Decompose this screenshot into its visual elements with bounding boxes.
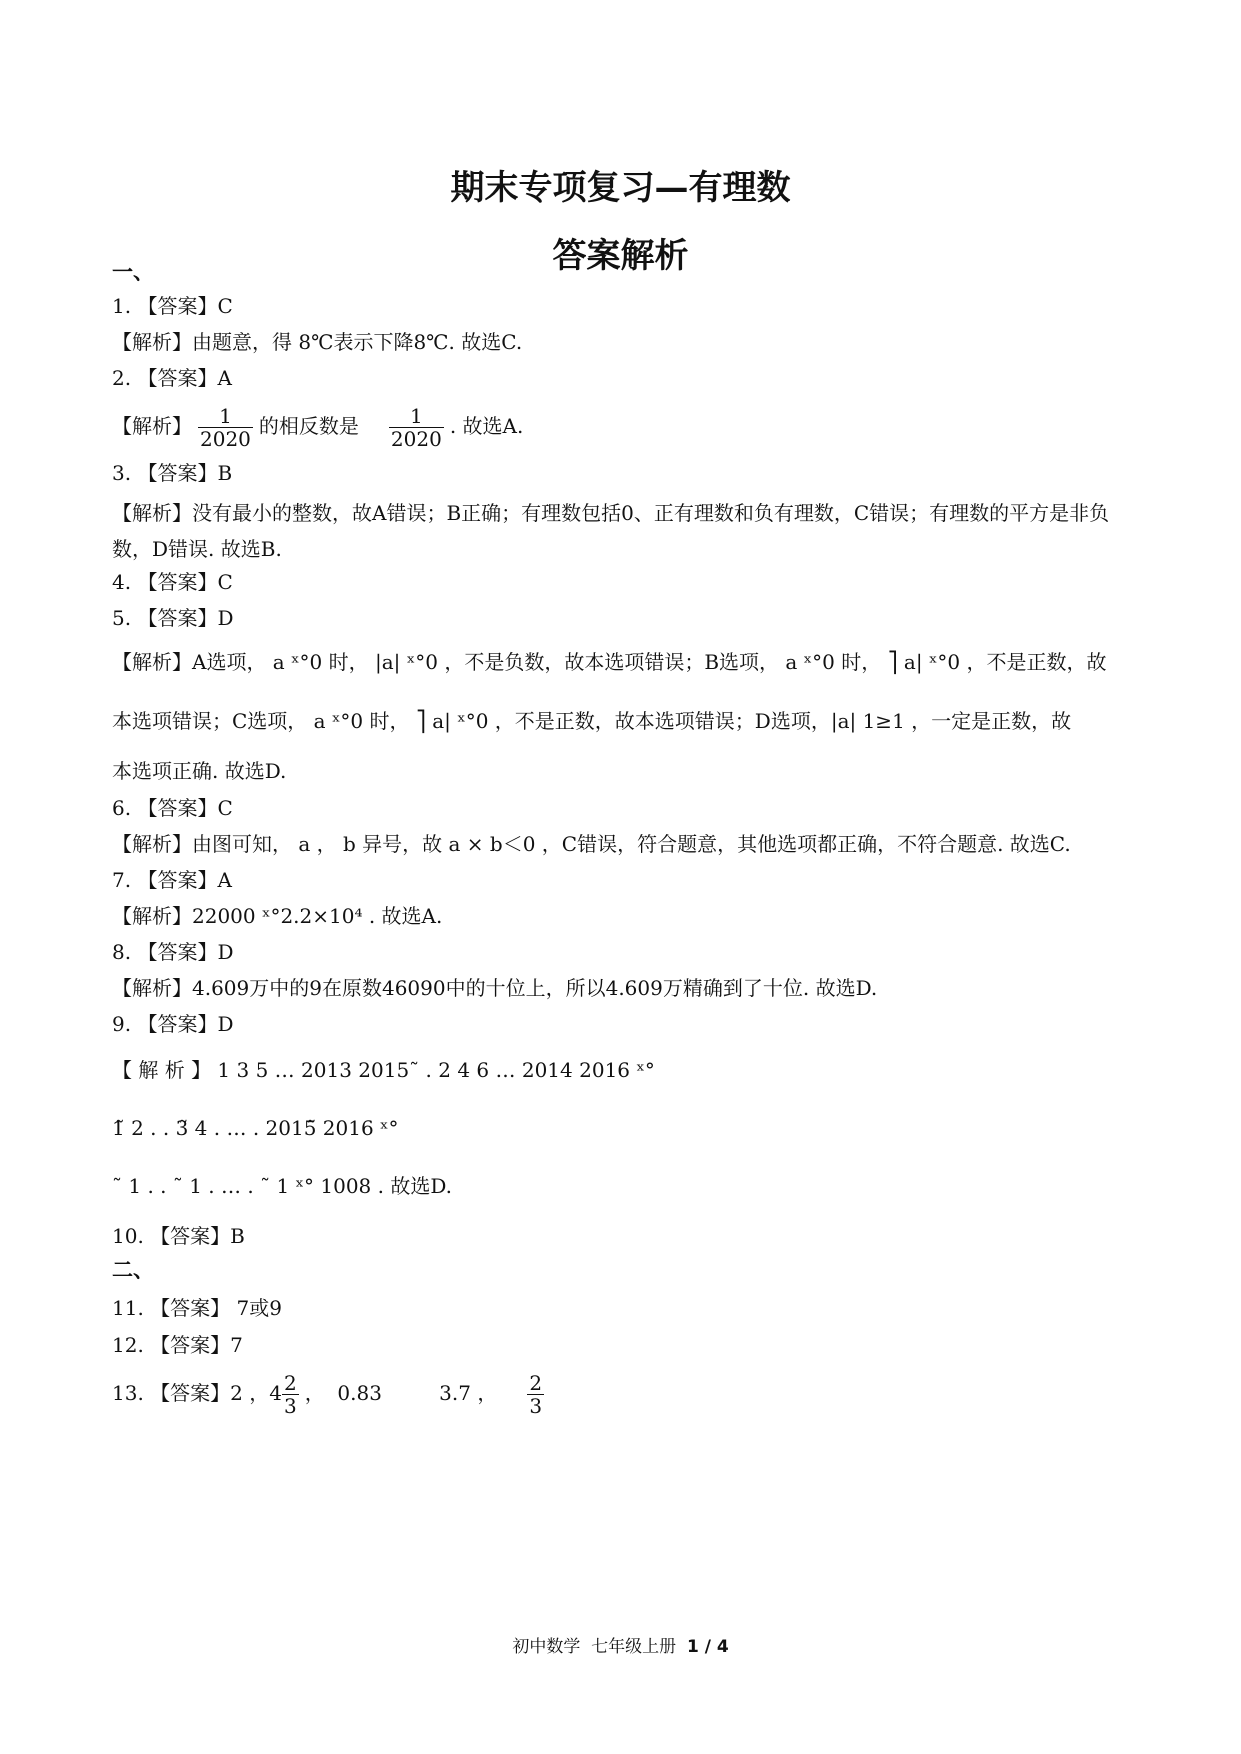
q7-analysis: 【解析】22000 ˣ°2.2×10⁴ . 故选A. (112, 904, 443, 928)
section-one-heading: 一、 (112, 260, 154, 284)
q9-analysis-line2: 1̃ 2 . . 3̃ 4 . … . 2015̃ 2016 ˣ° (112, 1116, 399, 1140)
q13-fraction-2 (527, 1372, 544, 1417)
q10-answer: 10. 【答案】B (112, 1224, 245, 1248)
page-subtitle: 答案解析 (552, 236, 689, 276)
page-number: 1 / 4 (686, 1637, 729, 1657)
q2-frac2-num: 1 (409, 404, 423, 428)
q3-answer: 3. 【答案】B (112, 461, 233, 485)
q13-frac1-den: 3 (283, 1394, 297, 1418)
q9-answer: 9. 【答案】D (112, 1012, 234, 1036)
q5-answer: 5. 【答案】D (112, 606, 234, 630)
q13-frac2-num: 2 (529, 1371, 543, 1395)
q12-answer: 12. 【答案】7 (112, 1333, 243, 1357)
section-two-heading: 二、 (112, 1258, 154, 1282)
q9-analysis-line3: ˜ 1 . . ˜ 1 . … . ˜ 1 ˣ° 1008 . 故选D. (112, 1174, 453, 1198)
page-footer (0, 1632, 1241, 1657)
q2-frac1-den: 2020 (200, 427, 251, 451)
q2-frac2-den: 2020 (390, 427, 442, 451)
q1-analysis: 【解析】由题意，得 8℃表示下降8℃. 故选C. (112, 330, 523, 354)
q2-fraction-2 (389, 405, 444, 450)
q5-analysis-line2: 本选项错误；C选项， a ˣ°0 时， ⎤ a| ˣ°0 ，不是正数，故本选项错误；D选项，|a| 1≥1 ，一定是正数，故 (112, 709, 1072, 733)
q6-answer: 6. 【答案】C (112, 796, 233, 820)
q6-analysis: 【解析】由图可知， a ， b 异号，故 a × b＜0 ，C错误，符合题意，其他选项都正确，不符合题意. 故选C. (112, 832, 1071, 856)
q2-mid: 的相反数是 (258, 414, 359, 438)
q13-frac2-den: 3 (529, 1394, 543, 1418)
q2-tail: . 故选A. (449, 414, 524, 438)
q13-frac1-num: 2 (283, 1371, 297, 1395)
q2-frac1-num: 1 (219, 404, 232, 428)
q11-answer: 11. 【答案】 7或9 (112, 1296, 282, 1320)
q2-fraction-1 (198, 405, 253, 450)
footer-text: 初中数学 七年级上册 (512, 1637, 687, 1657)
q8-analysis: 【解析】4.609万中的9在原数46090中的十位上，所以4.609万精确到了十位. 故选D. (112, 976, 878, 1000)
q7-answer: 7. 【答案】A (112, 868, 232, 892)
q13-prefix: 13. 【答案】2 ，4 (112, 1381, 282, 1405)
q4-answer: 4. 【答案】C (112, 570, 233, 594)
q5-analysis-line1: 【解析】A选项， a ˣ°0 时， |a| ˣ°0 ，不是负数，故本选项错误；B选项， a ˣ°0 时， ⎤ a| ˣ°0 ，不是正数，故 (112, 650, 1107, 674)
q1-answer: 1. 【答案】C (112, 294, 233, 318)
q3-analysis: 【解析】没有最小的整数，故A错误；B正确；有理数包括0、正有理数和负有理数，C错误；有理数的平方是非负数，D错误. 故选B. (112, 501, 1110, 561)
q2-lead: 【解析】 (112, 414, 192, 438)
q5-analysis-line3: 本选项正确. 故选D. (112, 759, 287, 783)
q13-mid: ， 0.83 3.7 ， (304, 1381, 498, 1405)
q8-answer: 8. 【答案】D (112, 940, 234, 964)
q13-fraction-1 (282, 1372, 299, 1417)
page-title: 期末专项复习—有理数 (450, 168, 791, 208)
q13-answer (112, 1368, 1132, 1418)
q9-analysis-line1: 【 解 析 】 1 3 5 … 2013 2015˜ . 2 4 6 … 2014 2016 ˣ° (112, 1058, 655, 1082)
q2-answer: 2. 【答案】A (112, 366, 232, 390)
q2-analysis (112, 402, 1132, 450)
